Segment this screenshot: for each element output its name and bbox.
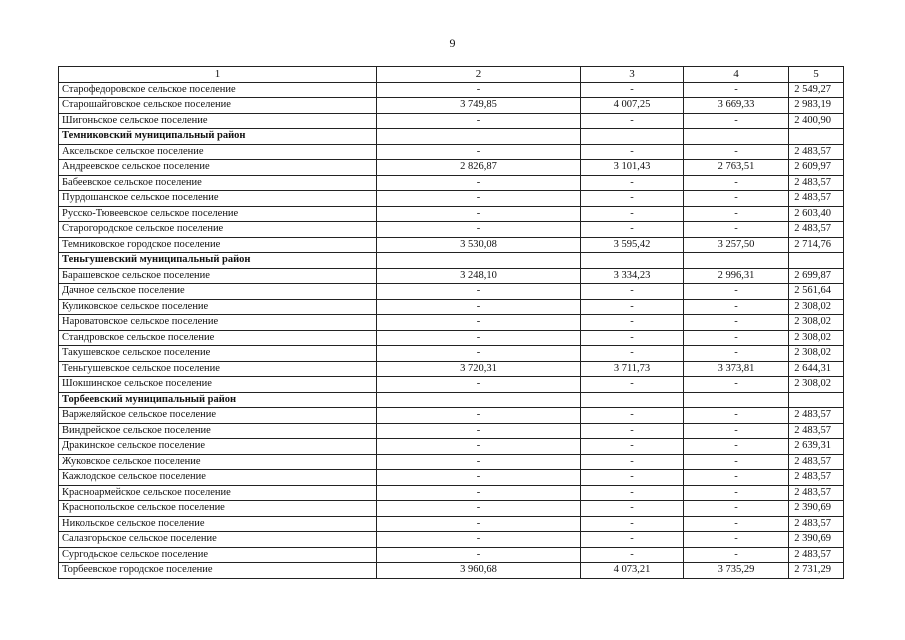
value-cell-col4: -	[684, 532, 789, 548]
table-row	[59, 237, 844, 253]
value-cell-col2: -	[377, 175, 581, 191]
settlement-name-cell: Барашевское сельское поселение	[59, 268, 377, 284]
table-row	[59, 454, 844, 470]
table-row	[59, 144, 844, 160]
value-cell-col5: 2 390,69	[789, 532, 844, 548]
value-cell-col3: 4 073,21	[581, 563, 684, 579]
value-cell-col3: -	[581, 144, 684, 160]
table-row	[59, 532, 844, 548]
value-cell-col5: 2 699,87	[789, 268, 844, 284]
settlement-name-cell: Красноармейское сельское поселение	[59, 485, 377, 501]
value-cell-col5: 2 308,02	[789, 346, 844, 362]
value-cell-col2: -	[377, 284, 581, 300]
value-cell-col4: -	[684, 144, 789, 160]
value-cell-col5	[789, 392, 844, 408]
settlement-name-cell: Кажлодское сельское поселение	[59, 470, 377, 486]
table-row	[59, 330, 844, 346]
value-cell-col4: -	[684, 516, 789, 532]
value-cell-col5	[789, 129, 844, 145]
value-cell-col2: -	[377, 408, 581, 424]
value-cell-col4: -	[684, 470, 789, 486]
value-cell-col3: -	[581, 175, 684, 191]
settlement-name-cell: Старошайговское сельское поселение	[59, 98, 377, 114]
value-cell-col4: 3 669,33	[684, 98, 789, 114]
value-cell-col3: -	[581, 470, 684, 486]
value-cell-col4: -	[684, 346, 789, 362]
value-cell-col3	[581, 392, 684, 408]
value-cell-col4: -	[684, 454, 789, 470]
value-cell-col4: -	[684, 330, 789, 346]
value-cell-col4: -	[684, 501, 789, 517]
value-cell-col2: -	[377, 113, 581, 129]
value-cell-col4: -	[684, 439, 789, 455]
table-row	[59, 377, 844, 393]
table-row	[59, 82, 844, 98]
settlement-name-cell: Пурдошанское сельское поселение	[59, 191, 377, 207]
value-cell-col5: 2 483,57	[789, 485, 844, 501]
value-cell-col3: -	[581, 423, 684, 439]
value-cell-col5: 2 483,57	[789, 144, 844, 160]
value-cell-col5: 2 639,31	[789, 439, 844, 455]
value-cell-col2: 3 720,31	[377, 361, 581, 377]
value-cell-col2: -	[377, 206, 581, 222]
value-cell-col2	[377, 392, 581, 408]
value-cell-col4: -	[684, 82, 789, 98]
value-cell-col3: -	[581, 439, 684, 455]
value-cell-col5: 2 714,76	[789, 237, 844, 253]
value-cell-col5: 2 308,02	[789, 315, 844, 331]
value-cell-col3: 3 101,43	[581, 160, 684, 176]
value-cell-col5: 2 561,64	[789, 284, 844, 300]
value-cell-col3: 3 595,42	[581, 237, 684, 253]
value-cell-col2: -	[377, 470, 581, 486]
value-cell-col5	[789, 253, 844, 269]
settlement-name-cell: Такушевское сельское поселение	[59, 346, 377, 362]
settlement-name-cell: Теньгушевский муниципальный район	[59, 253, 377, 269]
value-cell-col2: -	[377, 423, 581, 439]
value-cell-col5: 2 483,57	[789, 423, 844, 439]
value-cell-col4: 3 373,81	[684, 361, 789, 377]
value-cell-col3: -	[581, 454, 684, 470]
table-row	[59, 299, 844, 315]
table-row	[59, 547, 844, 563]
value-cell-col5: 2 483,57	[789, 191, 844, 207]
table-row	[59, 408, 844, 424]
settlement-name-cell: Шокшинское сельское поселение	[59, 377, 377, 393]
value-cell-col3: -	[581, 408, 684, 424]
table-row	[59, 222, 844, 238]
table-row	[59, 113, 844, 129]
value-cell-col3: -	[581, 299, 684, 315]
settlement-name-cell: Куликовское сельское поселение	[59, 299, 377, 315]
value-cell-col2: 3 530,08	[377, 237, 581, 253]
value-cell-col5: 2 308,02	[789, 330, 844, 346]
table-row	[59, 98, 844, 114]
value-cell-col2: -	[377, 330, 581, 346]
value-cell-col3	[581, 129, 684, 145]
table-row	[59, 423, 844, 439]
value-cell-col3: -	[581, 191, 684, 207]
value-cell-col3: -	[581, 222, 684, 238]
settlement-name-cell: Шигоньское сельское поселение	[59, 113, 377, 129]
value-cell-col4: -	[684, 191, 789, 207]
value-cell-col2: -	[377, 315, 581, 331]
table-row	[59, 268, 844, 284]
value-cell-col5: 2 483,57	[789, 547, 844, 563]
settlement-name-cell: Дачное сельское поселение	[59, 284, 377, 300]
value-cell-col3: -	[581, 330, 684, 346]
value-cell-col4: 3 257,50	[684, 237, 789, 253]
table-row	[59, 439, 844, 455]
value-cell-col5: 2 400,90	[789, 113, 844, 129]
value-cell-col5: 2 483,57	[789, 516, 844, 532]
value-cell-col2: -	[377, 501, 581, 517]
table-row	[59, 346, 844, 362]
value-cell-col3: -	[581, 547, 684, 563]
table-row	[59, 470, 844, 486]
settlement-name-cell: Андреевское сельское поселение	[59, 160, 377, 176]
value-cell-col5: 2 731,29	[789, 563, 844, 579]
value-cell-col4: -	[684, 206, 789, 222]
settlement-name-cell: Салазгорьское сельское поселение	[59, 532, 377, 548]
table-row	[59, 206, 844, 222]
value-cell-col3: -	[581, 315, 684, 331]
value-cell-col4: -	[684, 377, 789, 393]
value-cell-col5: 2 609,97	[789, 160, 844, 176]
value-cell-col2: -	[377, 547, 581, 563]
district-heading-row	[59, 129, 844, 145]
value-cell-col4	[684, 392, 789, 408]
table-row	[59, 160, 844, 176]
table-row	[59, 563, 844, 579]
settlement-name-cell: Темниковское городское поселение	[59, 237, 377, 253]
value-cell-col3: -	[581, 284, 684, 300]
table-row	[59, 516, 844, 532]
settlement-name-cell: Бабеевское сельское поселение	[59, 175, 377, 191]
value-cell-col3: -	[581, 516, 684, 532]
district-heading-row	[59, 253, 844, 269]
value-cell-col5: 2 390,69	[789, 501, 844, 517]
value-cell-col3: -	[581, 377, 684, 393]
value-cell-col4: -	[684, 175, 789, 191]
value-cell-col5: 2 483,57	[789, 408, 844, 424]
value-cell-col2: -	[377, 377, 581, 393]
value-cell-col4: -	[684, 222, 789, 238]
settlement-name-cell: Краснопольское сельское поселение	[59, 501, 377, 517]
settlement-name-cell: Темниковский муниципальный район	[59, 129, 377, 145]
value-cell-col2: -	[377, 144, 581, 160]
value-cell-col4: -	[684, 423, 789, 439]
value-cell-col3: -	[581, 532, 684, 548]
value-cell-col3: 3 711,73	[581, 361, 684, 377]
value-cell-col4: -	[684, 284, 789, 300]
value-cell-col2: -	[377, 299, 581, 315]
settlement-name-cell: Торбеевское городское поселение	[59, 563, 377, 579]
settlement-name-cell: Нароватовское сельское поселение	[59, 315, 377, 331]
settlement-name-cell: Дракинское сельское поселение	[59, 439, 377, 455]
table-row	[59, 191, 844, 207]
page-number: 9	[449, 36, 456, 50]
tariff-table	[58, 66, 844, 579]
value-cell-col4: -	[684, 485, 789, 501]
value-cell-col3: -	[581, 82, 684, 98]
value-cell-col3: -	[581, 206, 684, 222]
value-cell-col4: 2 996,31	[684, 268, 789, 284]
value-cell-col2: 2 826,87	[377, 160, 581, 176]
table-row	[59, 485, 844, 501]
settlement-name-cell: Старофедоровское сельское поселение	[59, 82, 377, 98]
settlement-name-cell: Сургодьское сельское поселение	[59, 547, 377, 563]
table-row	[59, 284, 844, 300]
settlement-name-cell: Жуковское сельское поселение	[59, 454, 377, 470]
district-heading-row	[59, 392, 844, 408]
column-header: 3	[581, 67, 684, 83]
value-cell-col3: 3 334,23	[581, 268, 684, 284]
settlement-name-cell: Никольское сельское поселение	[59, 516, 377, 532]
value-cell-col4: -	[684, 113, 789, 129]
value-cell-col5: 2 644,31	[789, 361, 844, 377]
column-header: 2	[377, 67, 581, 83]
value-cell-col3: -	[581, 501, 684, 517]
value-cell-col2: -	[377, 346, 581, 362]
value-cell-col2: -	[377, 191, 581, 207]
column-header: 1	[59, 67, 377, 83]
value-cell-col3: 4 007,25	[581, 98, 684, 114]
value-cell-col5: 2 308,02	[789, 299, 844, 315]
value-cell-col2: -	[377, 532, 581, 548]
value-cell-col2: 3 749,85	[377, 98, 581, 114]
value-cell-col5: 2 983,19	[789, 98, 844, 114]
settlement-name-cell: Русско-Тювеевское сельское поселение	[59, 206, 377, 222]
value-cell-col5: 2 483,57	[789, 222, 844, 238]
value-cell-col5: 2 308,02	[789, 377, 844, 393]
settlement-name-cell: Старогородское сельское поселение	[59, 222, 377, 238]
value-cell-col3	[581, 253, 684, 269]
value-cell-col2: -	[377, 516, 581, 532]
value-cell-col4: -	[684, 408, 789, 424]
column-header: 5	[789, 67, 844, 83]
column-header: 4	[684, 67, 789, 83]
value-cell-col5: 2 483,57	[789, 175, 844, 191]
value-cell-col4: -	[684, 299, 789, 315]
value-cell-col4: -	[684, 315, 789, 331]
value-cell-col5: 2 549,27	[789, 82, 844, 98]
value-cell-col4: 2 763,51	[684, 160, 789, 176]
table-row	[59, 315, 844, 331]
value-cell-col2: -	[377, 485, 581, 501]
settlement-name-cell: Стандровское сельское поселение	[59, 330, 377, 346]
settlement-name-cell: Торбеевский муниципальный район	[59, 392, 377, 408]
value-cell-col3: -	[581, 485, 684, 501]
value-cell-col4: -	[684, 547, 789, 563]
table-header-row	[59, 67, 844, 83]
value-cell-col2: 3 248,10	[377, 268, 581, 284]
table-row	[59, 361, 844, 377]
value-cell-col2: -	[377, 439, 581, 455]
value-cell-col4	[684, 253, 789, 269]
settlement-name-cell: Варжеляйское сельское поселение	[59, 408, 377, 424]
value-cell-col5: 2 483,57	[789, 454, 844, 470]
value-cell-col4: 3 735,29	[684, 563, 789, 579]
value-cell-col4	[684, 129, 789, 145]
value-cell-col2: 3 960,68	[377, 563, 581, 579]
settlement-name-cell: Теньгушевское сельское поселение	[59, 361, 377, 377]
table-row	[59, 175, 844, 191]
value-cell-col2: -	[377, 454, 581, 470]
value-cell-col5: 2 483,57	[789, 470, 844, 486]
value-cell-col2: -	[377, 222, 581, 238]
value-cell-col2: -	[377, 82, 581, 98]
table-row	[59, 501, 844, 517]
value-cell-col3: -	[581, 113, 684, 129]
value-cell-col3: -	[581, 346, 684, 362]
settlement-name-cell: Аксельское сельское поселение	[59, 144, 377, 160]
settlement-name-cell: Виндрейское сельское поселение	[59, 423, 377, 439]
value-cell-col5: 2 603,40	[789, 206, 844, 222]
value-cell-col2	[377, 129, 581, 145]
value-cell-col2	[377, 253, 581, 269]
